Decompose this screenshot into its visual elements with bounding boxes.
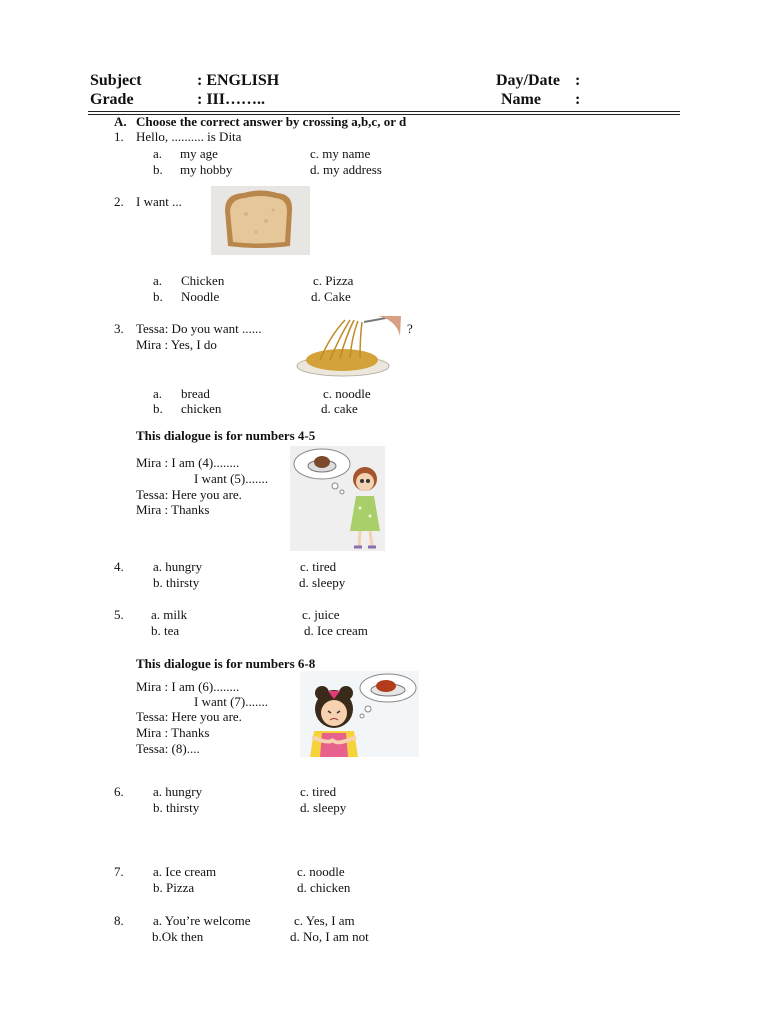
q1-text: Hello, .......... is Dita [136,129,242,144]
daydate-label: Day/Date [496,72,560,89]
dialogue2-line3: Tessa: Here you are. [136,709,242,724]
q6-option-a: a. hungry [153,784,203,799]
q3-option-d: d. cake [321,401,358,416]
dialogue2-line5: Tessa: (8).... [136,741,200,756]
q5-option-d: d. Ice cream [304,623,368,638]
q1-option-b-letter: b. [153,162,163,177]
q7-option-c: c. noodle [297,864,345,879]
q5-number: 5. [114,607,124,622]
q1-option-d: d. my address [310,162,382,177]
q3-option-b: chicken [181,401,222,416]
section-instruction: Choose the correct answer by crossing a,b,c, or d [136,114,407,129]
q1-option-a: my age [180,146,218,161]
noodle-image [290,316,401,379]
q1-option-b: my hobby [180,162,233,177]
dialogue1-line4: Mira : Thanks [136,502,210,517]
dialogue1-heading: This dialogue is for numbers 4-5 [136,428,316,443]
q7-option-d: d. chicken [297,880,351,895]
q3-line1: Tessa: Do you want ...... [136,321,262,336]
q4-option-d: d. sleepy [299,575,346,590]
q4-number: 4. [114,559,124,574]
subject-label: Subject [90,72,142,89]
q6-option-c: c. tired [300,784,337,799]
dialogue2-heading: This dialogue is for numbers 6-8 [136,656,316,671]
q1-option-c: c. my name [310,146,371,161]
q2-option-c: c. Pizza [313,273,354,288]
section-letter: A. [114,114,127,129]
q5-option-c: c. juice [302,607,340,622]
dialogue1-line3: Tessa: Here you are. [136,487,242,502]
q3-option-c: c. noodle [323,386,371,401]
q2-text: I want ... [136,194,182,209]
name-label: Name [501,91,541,108]
dialogue2-line1: Mira : I am (6)........ [136,679,240,694]
q7-option-a: a. Ice cream [153,864,217,879]
q8-number: 8. [114,913,124,928]
bread-image [211,186,310,255]
q4-option-b: b. thirsty [153,575,200,590]
q2-option-a-letter: a. [153,273,163,288]
subject-value: : ENGLISH [197,72,280,89]
girl-hungry-image [300,671,419,757]
header-rule-top [88,111,680,112]
q8-option-b: b.Ok then [152,929,204,944]
q3-option-a: bread [181,386,210,401]
name-colon: : [575,91,581,108]
q7-number: 7. [114,864,124,879]
q2-option-d: d. Cake [311,289,351,304]
q4-option-a: a. hungry [153,559,203,574]
q1-option-a-letter: a. [153,146,163,161]
dialogue2-line4: Mira : Thanks [136,725,210,740]
q5-option-b: b. tea [151,623,180,638]
q3-option-b-letter: b. [153,401,163,416]
dialogue1-line1: Mira : I am (4)........ [136,455,240,470]
q1-number: 1. [114,129,124,144]
q2-option-b-letter: b. [153,289,163,304]
q2-option-a: Chicken [181,273,225,288]
q5-option-a: a. milk [151,607,188,622]
q8-option-c: c. Yes, I am [294,913,355,928]
q6-option-b: b. thirsty [153,800,200,815]
grade-label: Grade [90,91,134,108]
q4-option-c: c. tired [300,559,337,574]
q8-option-d: d. No, I am not [290,929,369,944]
q7-option-b: b. Pizza [153,880,195,895]
q6-number: 6. [114,784,124,799]
dialogue2-line2: I want (7)....... [194,694,269,709]
girl-thinking-image [290,446,385,551]
daydate-colon: : [575,72,581,89]
q8-option-a: a. You’re welcome [153,913,251,928]
q6-option-d: d. sleepy [300,800,347,815]
q3-question-mark: ? [407,321,413,336]
q3-number: 3. [114,321,124,336]
dialogue1-line2: I want (5)....... [194,471,269,486]
q3-line2: Mira : Yes, I do [136,337,217,352]
q2-option-b: Noodle [181,289,220,304]
q3-option-a-letter: a. [153,386,163,401]
q2-number: 2. [114,194,124,209]
grade-value: : III…….. [197,91,266,108]
